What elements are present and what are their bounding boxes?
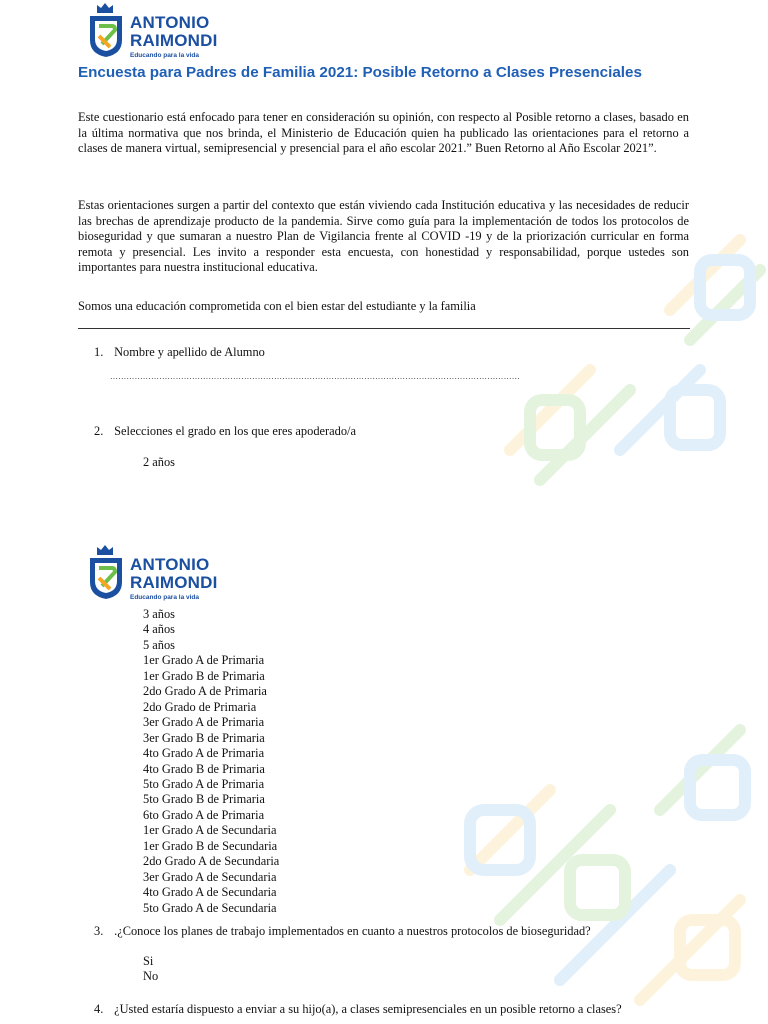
grade-option[interactable]: 5 años bbox=[143, 637, 176, 652]
question-4 bbox=[94, 1002, 622, 1017]
section-divider bbox=[78, 328, 690, 329]
grade-option[interactable]: 4to Grado A de Primaria bbox=[143, 746, 265, 761]
logo-tagline: Educando para la vida bbox=[130, 594, 199, 601]
logo-line-2: RAIMONDI bbox=[130, 31, 218, 50]
grade-option[interactable]: 2do Grado de Primaria bbox=[143, 699, 257, 714]
grade-option[interactable]: 2 años bbox=[143, 455, 176, 469]
grade-option[interactable]: 2do Grado A de Secundaria bbox=[143, 854, 280, 869]
question-2 bbox=[94, 424, 356, 439]
grade-option[interactable]: 3er Grado A de Primaria bbox=[143, 715, 265, 730]
question-number: 1. bbox=[94, 345, 104, 359]
question-1 bbox=[94, 345, 265, 360]
school-logo bbox=[88, 2, 248, 66]
option-no[interactable]: No bbox=[143, 969, 159, 983]
logo-line-1: ANTONIO bbox=[130, 555, 210, 574]
grade-option[interactable]: 1er Grado A de Secundaria bbox=[143, 823, 277, 838]
question-text: ¿Usted estaría dispuesto a enviar a su hijo(a), a clases semipresenciales en un posible retorno a clases? bbox=[114, 1002, 622, 1016]
crown-icon bbox=[96, 2, 114, 14]
grade-option[interactable]: 5to Grado A de Secundaria bbox=[143, 900, 277, 915]
answer-line[interactable]: …………………………………………………………………………………………………………………………………… bbox=[110, 372, 520, 381]
grade-option[interactable]: 3er Grado B de Primaria bbox=[143, 730, 265, 745]
grade-option[interactable]: 3 años bbox=[143, 607, 176, 621]
question-3 bbox=[94, 924, 591, 939]
grade-option[interactable]: 3er Grado A de Secundaria bbox=[143, 869, 277, 884]
shield-icon bbox=[88, 14, 124, 58]
intro-paragraph-1: Este cuestionario está enfocado para tener en consideración su opinión, con respecto al Posible retorno a clases, basado en la última normativa que nos brinda, el Ministerio de Educación quien ha publicado las orientaciones para el retorno a clases de manera virtual, semipresencial y presencial para el año escolar 2021.” Buen Retorno al Año Escolar 2021”. bbox=[78, 110, 689, 155]
question-text: Selecciones el grado en los que eres apoderado/a bbox=[114, 424, 356, 438]
grade-option[interactable]: 2do Grado A de Primaria bbox=[143, 684, 267, 699]
grade-option[interactable]: 4 años bbox=[143, 622, 176, 637]
watermark-pattern bbox=[440, 720, 768, 1020]
question-number: 2. bbox=[94, 424, 104, 438]
crown-icon bbox=[96, 544, 114, 556]
option-yes[interactable]: Si bbox=[143, 954, 154, 968]
grade-option[interactable]: 4to Grado A de Secundaria bbox=[143, 885, 277, 900]
document-title: Encuesta para Padres de Familia 2021: Posible Retorno a Clases Presenciales bbox=[78, 64, 642, 81]
logo-line-2: RAIMONDI bbox=[130, 573, 218, 592]
question-text: .¿Conoce los planes de trabajo implementados en cuanto a nuestros protocolos de bioseguridad? bbox=[114, 924, 591, 938]
logo-tagline: Educando para la vida bbox=[130, 52, 199, 59]
grade-option[interactable]: 1er Grado B de Primaria bbox=[143, 668, 265, 683]
grade-option[interactable]: 4to Grado B de Primaria bbox=[143, 761, 265, 776]
intro-paragraph-2: Estas orientaciones surgen a partir del contexto que están viviendo cada Institución educativa y las necesidades de reducir las brechas de aprendizaje producto de la pandemia. Sirve como guía para la implementación de todos los protocolos de bioseguridad y que sumaran a nuestro Plan de Vigilancia frente al COVID -19 y de la priorización curricular en forma remota y presencial. Les invito a responder esta encuesta, con honestidad y responsabilidad, porque ustedes son importantes para nuestra institucional educativa. bbox=[78, 198, 689, 274]
shield-icon bbox=[88, 556, 124, 600]
question-text: Nombre y apellido de Alumno bbox=[114, 345, 265, 359]
question-number: 3. bbox=[94, 924, 104, 938]
grade-option[interactable]: 5to Grado B de Primaria bbox=[143, 792, 265, 807]
grade-option[interactable]: 5to Grado A de Primaria bbox=[143, 776, 265, 791]
question-number: 4. bbox=[94, 1002, 104, 1016]
school-logo bbox=[88, 544, 248, 608]
grade-option[interactable]: 6to Grado A de Primaria bbox=[143, 807, 265, 822]
logo-line-1: ANTONIO bbox=[130, 13, 210, 32]
grade-option[interactable]: 1er Grado A de Primaria bbox=[143, 653, 265, 668]
intro-paragraph-3: Somos una educación comprometida con el bien estar del estudiante y la familia bbox=[78, 299, 476, 313]
grade-option[interactable]: 1er Grado B de Secundaria bbox=[143, 838, 278, 853]
